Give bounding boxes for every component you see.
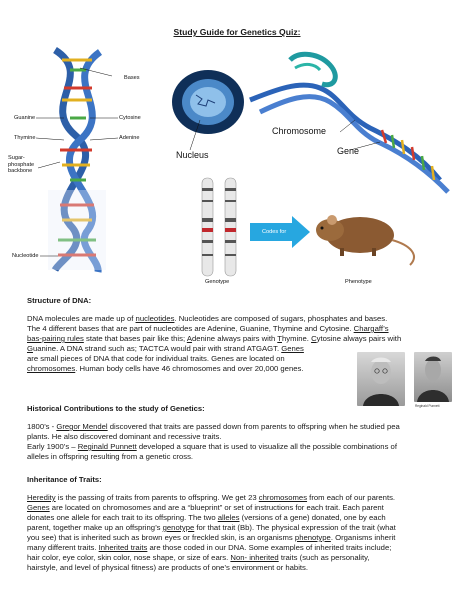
label-nucleus: Nucleus bbox=[176, 150, 209, 160]
inheritance-line-4 bbox=[27, 523, 467, 533]
punnett-portrait-caption: Reginald Punnett bbox=[415, 404, 440, 408]
inheritance-line-2 bbox=[27, 503, 467, 513]
text: you see) that is inherited such as brown eyes or freckled skin, is an organisms bbox=[27, 533, 295, 542]
term-genes: Genes bbox=[281, 344, 304, 353]
mendel-portrait bbox=[357, 352, 405, 406]
text: are those coded in our DNA. Some examples of inherited traits include; bbox=[147, 543, 392, 552]
structure-line-3 bbox=[27, 334, 467, 344]
label-phenotype: Phenotype bbox=[345, 279, 372, 285]
historical-line-3 bbox=[27, 442, 467, 452]
structure-line-4 bbox=[27, 344, 357, 354]
genetics-illustration bbox=[0, 40, 474, 290]
text: donates one allele for each trait to its offspring. The two bbox=[27, 513, 218, 522]
text: hymine. bbox=[282, 334, 312, 343]
text: traits (such as personality, bbox=[278, 553, 370, 562]
text: DNA molecules are made up of bbox=[27, 314, 136, 323]
term-thymine-initial: T bbox=[277, 334, 282, 343]
term-non-inherited: Non- inherited bbox=[230, 553, 279, 562]
inheritance-line-1 bbox=[27, 493, 467, 503]
term-base-pairing-rules: bas-pairing rules bbox=[27, 334, 84, 343]
structure-line-6 bbox=[27, 364, 357, 374]
term-inherited-traits: Inherited traits bbox=[98, 543, 148, 552]
inheritance-line-8: hairstyle, and level of physical fitness) are products of one’s environment or habits. bbox=[27, 563, 309, 572]
historical-line-4: alleles in offspring resulting from a genetic cross. bbox=[27, 452, 194, 461]
text: for that trait (Bb). The physical expression of the trait (what bbox=[194, 523, 396, 532]
term-cytosine-initial: C bbox=[311, 334, 317, 343]
historical-line-2: plants. He also discovered dominant and recessive traits. bbox=[27, 432, 222, 441]
structure-line-5: are small pieces of DNA that code for individual traits. Genes are located on bbox=[27, 354, 285, 363]
text: The 4 different bases that are part of nucleotides are Adenine, Guanine, Thymine and Cytosine. bbox=[27, 324, 354, 333]
term-genotype: genotype bbox=[162, 523, 195, 532]
label-codes-for: Codes for bbox=[262, 229, 287, 235]
label-cytosine: Cytosine bbox=[119, 115, 141, 121]
text: 1800’s - bbox=[27, 422, 57, 431]
term-adenine-initial: A bbox=[186, 334, 192, 343]
text: state that bases pair like this; bbox=[83, 334, 187, 343]
text: are located on chromosomes and are a “blueprint” or set of instructions for each trait. Each parent bbox=[49, 503, 384, 512]
text: discovered that traits are passed down from parents to offspring when he studied pea bbox=[107, 422, 400, 431]
dna-helix-image bbox=[36, 50, 118, 272]
nucleus-image bbox=[172, 70, 244, 150]
label-sugar-phosphate-backbone: Sugar- phosphate backbone bbox=[8, 155, 35, 174]
term-chromosomes: chromosomes bbox=[27, 364, 76, 373]
structure-line-2 bbox=[27, 324, 467, 334]
text: denine always pairs with bbox=[191, 334, 278, 343]
term-heredity: Heredity bbox=[27, 493, 56, 502]
text: . Human body cells have 46 chromosomes and over 20,000 genes. bbox=[75, 364, 304, 373]
label-bases: Bases bbox=[124, 75, 140, 81]
chromosome-dna-image bbox=[250, 54, 448, 192]
term-reginald-punnett: Reginald Punnett bbox=[77, 442, 137, 451]
label-genotype: Genotype bbox=[205, 279, 230, 285]
term-chromosomes: chromosomes bbox=[258, 493, 308, 502]
text: ytosine always pairs with bbox=[316, 334, 402, 343]
text: . Nucleotides are composed of sugars, phosphates and bases. bbox=[174, 314, 388, 323]
heading-historical-contributions: Historical Contributions to the study of Genetics: bbox=[27, 404, 205, 413]
historical-line-1 bbox=[27, 422, 467, 432]
heading-structure-of-dna: Structure of DNA: bbox=[27, 296, 92, 305]
label-gene: Gene bbox=[337, 146, 360, 156]
inheritance-line-6 bbox=[27, 543, 467, 553]
chromosome-pair-image bbox=[202, 178, 236, 276]
label-adenine: Adenine bbox=[119, 135, 140, 141]
term-nucleotides: nucleotides bbox=[135, 314, 175, 323]
term-chargaff: Chargaff’s bbox=[353, 324, 389, 333]
genetics-figure bbox=[0, 40, 474, 290]
text: many different traits. bbox=[27, 543, 99, 552]
text: Early 1900’s – bbox=[27, 442, 78, 451]
mendel-portrait-image bbox=[357, 352, 405, 406]
text: hair color, eye color, skin color, nose shape, or size of ears. bbox=[27, 553, 231, 562]
mouse-image bbox=[316, 215, 414, 265]
term-alleles: alleles bbox=[217, 513, 240, 522]
inheritance-line-7 bbox=[27, 553, 467, 563]
text: is the passing of traits from parents to offspring. We get 23 bbox=[55, 493, 259, 502]
label-guanine: Guanine bbox=[14, 115, 36, 121]
term-guanine-initial: G bbox=[27, 344, 33, 353]
term-gregor-mendel: Gregor Mendel bbox=[56, 422, 108, 431]
text: uanine. A DNA strand such as; TACTCA would pair with strand ATGAGT. bbox=[32, 344, 282, 353]
inheritance-line-3 bbox=[27, 513, 467, 523]
text: from each of our parents. bbox=[307, 493, 396, 502]
label-thymine: Thymine bbox=[14, 135, 36, 141]
page-title: Study Guide for Genetics Quiz: bbox=[173, 27, 301, 37]
label-nucleotide: Nucleotide bbox=[12, 253, 39, 259]
text: parent, together make up an offspring’s bbox=[27, 523, 163, 532]
text: (versions of a gene) donated, one by each bbox=[239, 513, 386, 522]
text: . Organisms inherit bbox=[330, 533, 396, 542]
text: developed a square that is used to visualize all the possible combinations of bbox=[136, 442, 397, 451]
structure-line-1 bbox=[27, 314, 459, 324]
punnett-portrait bbox=[414, 352, 452, 402]
term-genes: Genes bbox=[27, 503, 50, 512]
inheritance-line-5 bbox=[27, 533, 467, 543]
term-phenotype: phenotype bbox=[294, 533, 331, 542]
punnett-portrait-image bbox=[414, 352, 452, 402]
label-chromosome: Chromosome bbox=[272, 126, 327, 136]
heading-inheritance-of-traits: Inheritance of Traits: bbox=[27, 475, 102, 484]
